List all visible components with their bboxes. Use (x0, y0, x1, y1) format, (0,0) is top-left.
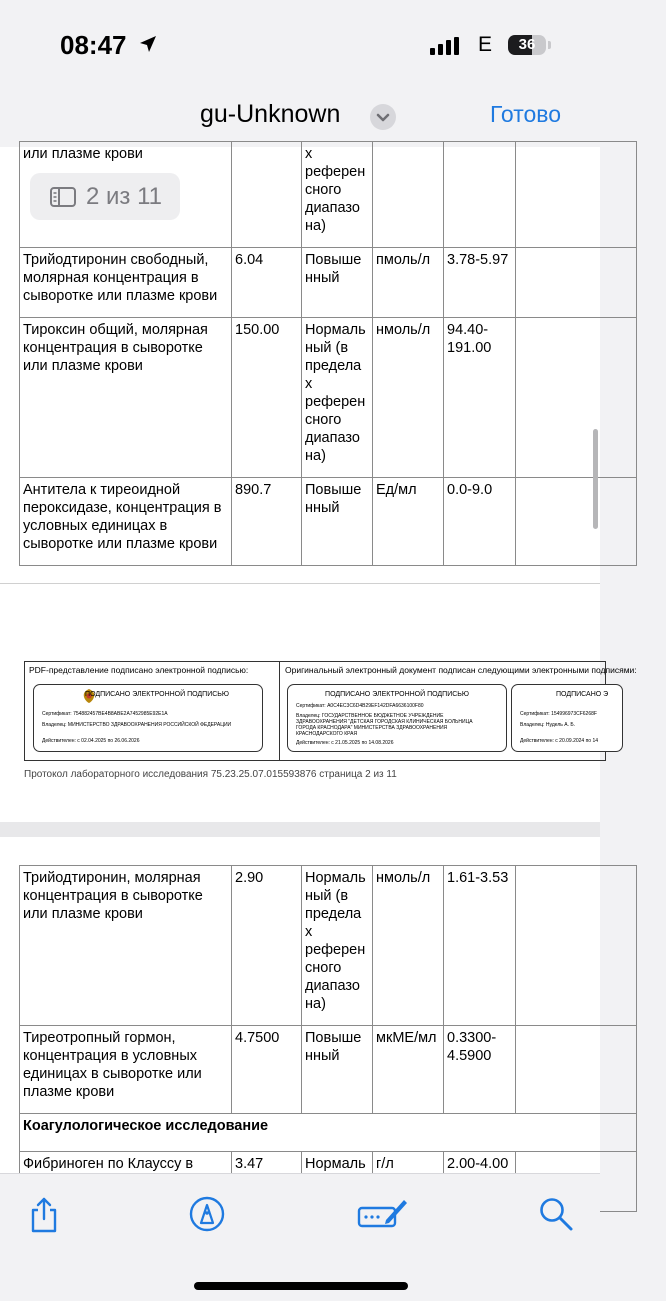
battery-level: 36 (518, 36, 536, 53)
signature-caption-left: PDF-представление подписано электронной подписью: (29, 665, 249, 675)
signature-stamp: ПОДПИСАНО ЭЛЕКТРОННОЙ ПОДПИСЬЮ Сертификат: A0C4EC3C6D4B29EF142DFA6636100F80 Владелец: ГОСУДАРСТВЕННОЕ БЮДЖЕТНОЕ УЧРЕЖДЕНИЕ ЗДРАВООХРАНЕНИЯ "ДЕТСКАЯ ГОРОДСКАЯ КЛИНИЧЕСКАЯ БОЛЬНИЦА ГОРОДА КРАСНОДАРА" МИНИСТЕРСТВА ЗДРАВООХРАНЕНИЯ КРАСНОДАРСКОГО КРАЯ Действителен: с 21.05.2025 по 14.08.2026 (287, 684, 507, 752)
status-bar (0, 0, 600, 95)
status-time: 08:47 (60, 30, 127, 60)
scroll-indicator[interactable] (593, 429, 598, 529)
table-section-row (20, 1114, 637, 1152)
document-title[interactable]: gu-Unknown (200, 100, 341, 128)
markup-icon[interactable] (189, 1196, 225, 1232)
location-arrow-icon (138, 34, 158, 54)
bottom-toolbar (0, 1173, 600, 1301)
page-divider (0, 583, 600, 584)
pdf-page-2 (0, 146, 637, 822)
table-row: Фибриноген по Клауссу в 3.47 Нормаль г/л 2.00-4.00 (20, 1152, 637, 1212)
navigation-bar (0, 95, 600, 147)
chevron-down-icon (370, 104, 396, 130)
title-menu-button[interactable] (370, 104, 396, 130)
signature-caption-right: Оригинальный электронный документ подписан следующими электронными подписями: (285, 665, 637, 675)
document-viewer[interactable] (0, 146, 637, 1173)
share-icon[interactable] (28, 1196, 60, 1234)
signature-stamp: ПОДПИСАНО ЭЛЕКТРОННОЙ ПОДПИСЬЮ Сертификат: 754882457BE4B8ABE2A7452985E92E1A Владелец: МИНИСТЕРСТВО ЗДРАВООХРАНЕНИЯ РОССИЙСКОЙ ФЕДЕРАЦИИ Действителен: с 02.04.2025 по 26.06.2026 (33, 684, 263, 752)
battery-nub (548, 41, 551, 49)
signature-stamp: ПОДПИСАНО Э Сертификат: 154996973CF6268F Владелец: Нудель А. Б. Действителен: с 20.09.2024 по 14 (511, 684, 623, 752)
section-heading: Коагулологическое исследование (20, 1114, 637, 1152)
page-indicator[interactable] (30, 173, 180, 220)
table-row: Трийодтиронин свободный, молярная концентрация в сыворотке или плазме крови 6.04 Повыше нный пмоль/л 3.78-5.97 (20, 248, 637, 318)
page-thumbnails-icon (50, 187, 76, 207)
table-row: Тироксин общий, молярная концентрация в сыворотке или плазме крови 150.00 Нормаль ный (в предела х референ сного диапазо на) нмоль/л 94.40-191.00 (20, 318, 637, 478)
pdf-page-3 (0, 837, 600, 1177)
table-row: или плазме крови х референ сного диапазо на) (20, 142, 637, 248)
table-row: Тиреотропный гормон, концентрация в условных единицах в сыворотке или плазме крови 4.7500 Повыше нный мкМЕ/мл 0.3300-4.5900 (20, 1026, 637, 1114)
cellular-signal-icon (430, 37, 462, 55)
page-indicator-label: 2 из 11 (86, 183, 163, 210)
table-row: Трийодтиронин, молярная концентрация в сыворотке или плазме крови 2.90 Нормаль ный (в предела х референ сного диапазо на) нмоль/л 1.61-3.53 (20, 866, 637, 1026)
home-indicator[interactable] (194, 1282, 408, 1290)
search-icon[interactable] (538, 1196, 574, 1232)
table-row: Антитела к тиреоидной пероксидазе, концентрация в условных единицах в сыворотке или плазме крови 890.7 Повыше нный Ед/мл 0.0-9.0 (20, 478, 637, 566)
network-type: E (478, 33, 493, 56)
battery-icon (508, 35, 546, 55)
signature-icon[interactable] (356, 1196, 408, 1232)
protocol-footer: Протокол лабораторного исследования 75.23.25.07.015593876 страница 2 из 11 (24, 769, 397, 780)
signature-block (24, 661, 637, 761)
results-table (19, 865, 637, 1212)
done-button[interactable]: Готово (490, 101, 562, 127)
